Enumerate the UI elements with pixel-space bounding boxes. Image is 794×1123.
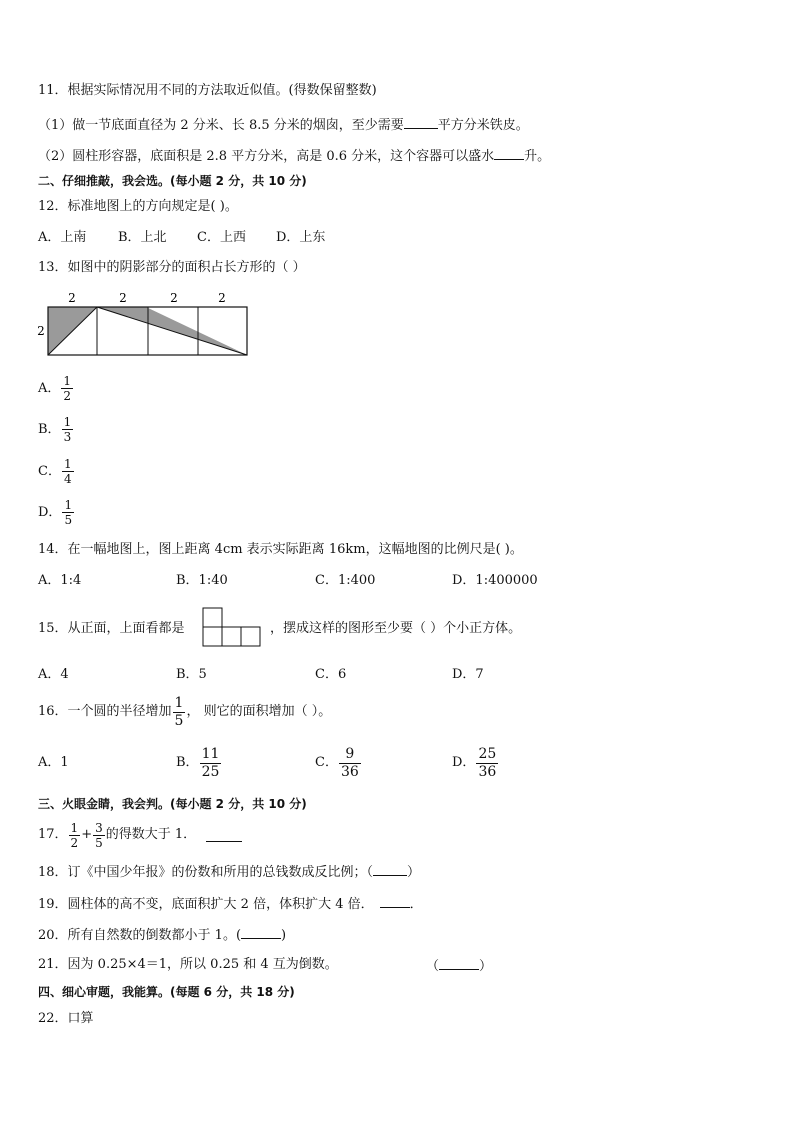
q16-option-b[interactable] [176,744,222,782]
top-label: 2 [218,291,226,305]
denominator: 5 [64,513,73,527]
answer-blank[interactable] [404,115,438,129]
numerator: 3 [95,820,103,835]
q21-answer [426,956,492,976]
q13-option-a[interactable] [38,374,74,403]
square-cell [241,627,260,646]
numerator: 1 [64,498,73,512]
q17-stem [38,818,242,852]
q14-stem: 14．在一幅地图上，图上距离 4cm 表示实际距离 16km，这幅地图的比例尺是( )。 [38,542,523,557]
q16-stem [38,692,331,732]
q12-option-c[interactable]: C．上西 [197,230,246,245]
fraction [200,746,222,781]
answer-blank[interactable] [206,828,242,842]
option-letter: D． [38,505,62,520]
denominator: 36 [340,763,359,780]
close-paren: ） [479,959,493,974]
denominator: 5 [174,712,184,729]
fraction [93,821,105,850]
q11-part2-text: （2）圆柱形容器，底面积是 2.8 平方分米，高是 0.6 分米，这个容器可以盛水 [38,149,495,164]
denominator: 3 [63,430,72,444]
section-4-heading: 四、细心审题，我能算。(每题 6 分，共 18 分) [38,985,295,999]
q11-part1-unit: 平方分米铁皮。 [437,118,529,133]
q12-stem: 12．标准地图上的方向规定是( )。 [38,199,238,214]
top-label: 2 [119,291,127,305]
close-paren: ) [281,928,287,943]
diagonal-line [97,307,247,355]
numerator: 1 [63,374,72,388]
q15-option-b[interactable]: B．5 [176,667,207,682]
denominator: 2 [70,835,79,850]
q11-part1-text: （1）做一节底面直径为 2 分米、长 8.5 分米的烟囱，至少需要 [38,118,404,133]
q17-number: 17． [38,827,68,842]
q12-option-a[interactable]: A．上南 [38,230,87,245]
section-2-heading: 二、仔细推敲，我会选。(每小题 2 分，共 10 分) [38,174,307,188]
option-letter: C． [315,755,338,770]
q13-option-d[interactable] [38,498,75,527]
q15-option-c[interactable]: C．6 [315,667,347,682]
q13-option-b[interactable] [38,415,74,444]
numerator: 1 [63,415,72,429]
q16-option-d[interactable] [452,744,499,782]
close-paren: ） [407,865,421,880]
top-label: 2 [170,291,178,305]
top-label: 2 [68,291,76,305]
q14-option-b[interactable]: B．1:40 [176,573,228,588]
q15-option-d[interactable]: D．7 [452,667,484,682]
square-cell [222,627,241,646]
denominator: 25 [201,763,220,780]
fraction [339,746,361,781]
q16-option-a[interactable]: A．1 [38,755,69,770]
q15-stem-start: 15．从正面，上面看都是 [38,621,185,636]
denominator: 4 [63,472,72,486]
q19-stem [38,894,423,914]
option-letter: B． [176,755,199,770]
option-letter: D． [452,755,476,770]
q16-stem-text: 16．一个圆的半径增加 [38,704,172,719]
option-letter: C． [38,464,61,479]
answer-blank[interactable] [241,925,281,939]
q22-stem: 22．口算 [38,1011,94,1026]
q11-stem: 11．根据实际情况用不同的方法取近似值。(得数保留整数) [38,83,377,98]
open-paren: （ [426,959,440,974]
numerator: 9 [345,745,355,762]
q14-option-c[interactable]: C．1:400 [315,573,376,588]
section-3-heading: 三、火眼金睛，我会判。(每小题 2 分，共 10 分) [38,797,307,811]
q17-text: 的得数大于 1． [105,827,197,842]
q11-part1 [38,115,529,135]
denominator: 2 [63,389,72,403]
answer-blank[interactable] [439,956,479,970]
q13-stem: 13．如图中的阴影部分的面积占长方形的（ ） [38,260,306,275]
numerator: 25 [478,745,497,762]
side-label: 2 [37,324,45,338]
square-cell [203,608,222,627]
numerator: 1 [70,820,79,835]
numerator: 1 [174,694,184,711]
answer-blank[interactable] [373,862,407,876]
answer-blank[interactable] [494,146,524,160]
q16-option-c[interactable] [315,744,362,782]
denominator: 5 [95,835,103,850]
numerator: 1 [63,457,72,471]
option-letter: A． [38,381,61,396]
q11-part2 [38,146,550,166]
q15-stem-end: ，摆成这样的图形至少要（ ）个小正方体。 [270,621,522,636]
q16-stem-text-end: ， 则它的面积增加（ ）。 [186,704,332,719]
q19-text: 19．圆柱体的高不变，底面积扩大 2 倍，体积扩大 4 倍． [38,897,374,912]
q19-end: ． [409,897,423,912]
q20-stem [38,925,286,945]
q14-option-a[interactable]: A．1:4 [38,573,82,588]
fraction [62,498,74,527]
square-cell [203,627,222,646]
q21-stem: 21．因为 0.25×4＝1，所以 0.25 和 4 互为倒数。 [38,957,338,972]
fraction [62,457,74,486]
q12-option-d[interactable]: D．上东 [276,230,326,245]
q15-option-a[interactable]: A．4 [38,667,69,682]
plus-sign: + [81,827,93,842]
fraction [476,746,498,781]
fraction [173,695,186,730]
answer-blank[interactable] [380,894,410,908]
q13-option-c[interactable] [38,457,75,486]
numerator: 11 [201,745,220,762]
fraction [61,374,73,403]
q20-text: 20．所有自然数的倒数都小于 1。( [38,928,242,943]
fraction [69,821,81,850]
q13-rectangle-figure [30,286,255,358]
q18-text: 18．订《中国少年报》的份数和所用的总钱数成反比例；（ [38,865,374,880]
denominator: 36 [478,763,497,780]
q18-stem [38,862,420,882]
option-letter: B． [38,422,61,437]
q14-option-d[interactable]: D．1:400000 [452,573,538,588]
q11-part2-unit: 升。 [524,149,551,164]
q15-cube-view-figure [201,607,263,649]
fraction [62,415,74,444]
q12-option-b[interactable]: B．上北 [118,230,167,245]
